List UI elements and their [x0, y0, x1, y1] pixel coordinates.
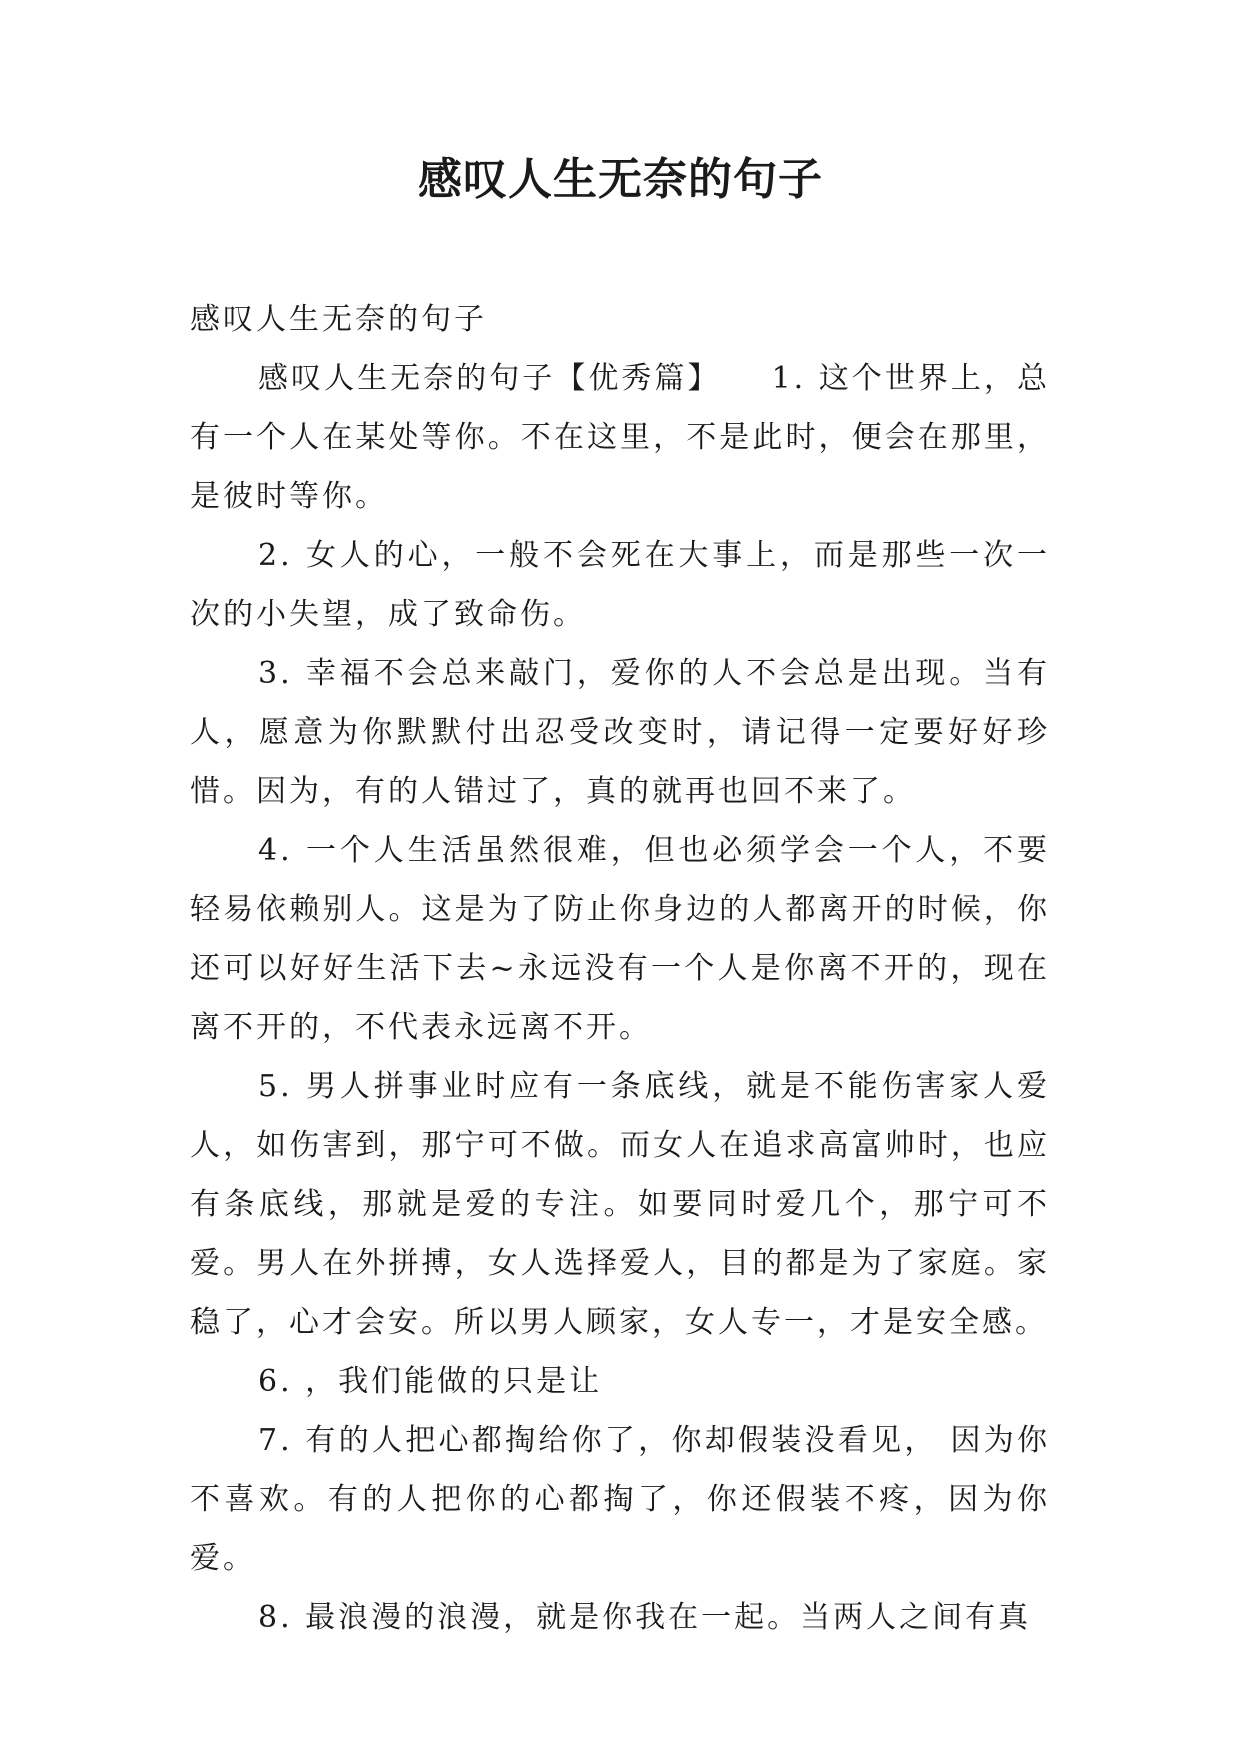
paragraph-8: 8. 最浪漫的浪漫，就是你我在一起。当两人之间有真 [258, 1600, 1032, 1635]
paragraph-7: 7. 有的人把心都掏给你了，你却假装没看见， 因为你不喜欢。有的人把你的心都掏了，你还假装不疼，因为你爱。 [190, 1423, 1050, 1576]
document-body [190, 290, 1050, 1647]
paragraph-5: 5. 男人拼事业时应有一条底线，就是不能伤害家人爱人，如伤害到，那宁可不做。而女人在追求高富帅时，也应有条底线，那就是爱的专注。如要同时爱几个，那宁可不爱。男人在外拼搏，女人选择爱人，目的都是为了家庭。家稳了，心才会安。所以男人顾家，女人专一，才是安全感。 [190, 1069, 1050, 1340]
document-subtitle: 感叹人生无奈的句子 [190, 302, 487, 337]
paragraph-6: 6. ，我们能做的只是让 [258, 1364, 603, 1399]
document-title: 感叹人生无奈的句子 [418, 154, 823, 205]
paragraph-1: 感叹人生无奈的句子【优秀篇】 1. 这个世界上，总有一个人在某处等你。不在这里，不是此时，便会在那里，是彼时等你。 [190, 361, 1050, 514]
paragraph-4: 4. 一个人生活虽然很难，但也必须学会一个人，不要轻易依赖别人。这是为了防止你身边的人都离开的时候，你还可以好好生活下去~永远没有一个人是你离不开的，现在离不开的，不代表永远离不开。 [190, 833, 1050, 1045]
paragraph-2: 2. 女人的心，一般不会死在大事上，而是那些一次一次的小失望，成了致命伤。 [190, 538, 1050, 632]
paragraph-3: 3. 幸福不会总来敲门，爱你的人不会总是出现。当有人，愿意为你默默付出忍受改变时，请记得一定要好好珍惜。因为，有的人错过了，真的就再也回不来了。 [190, 656, 1050, 809]
